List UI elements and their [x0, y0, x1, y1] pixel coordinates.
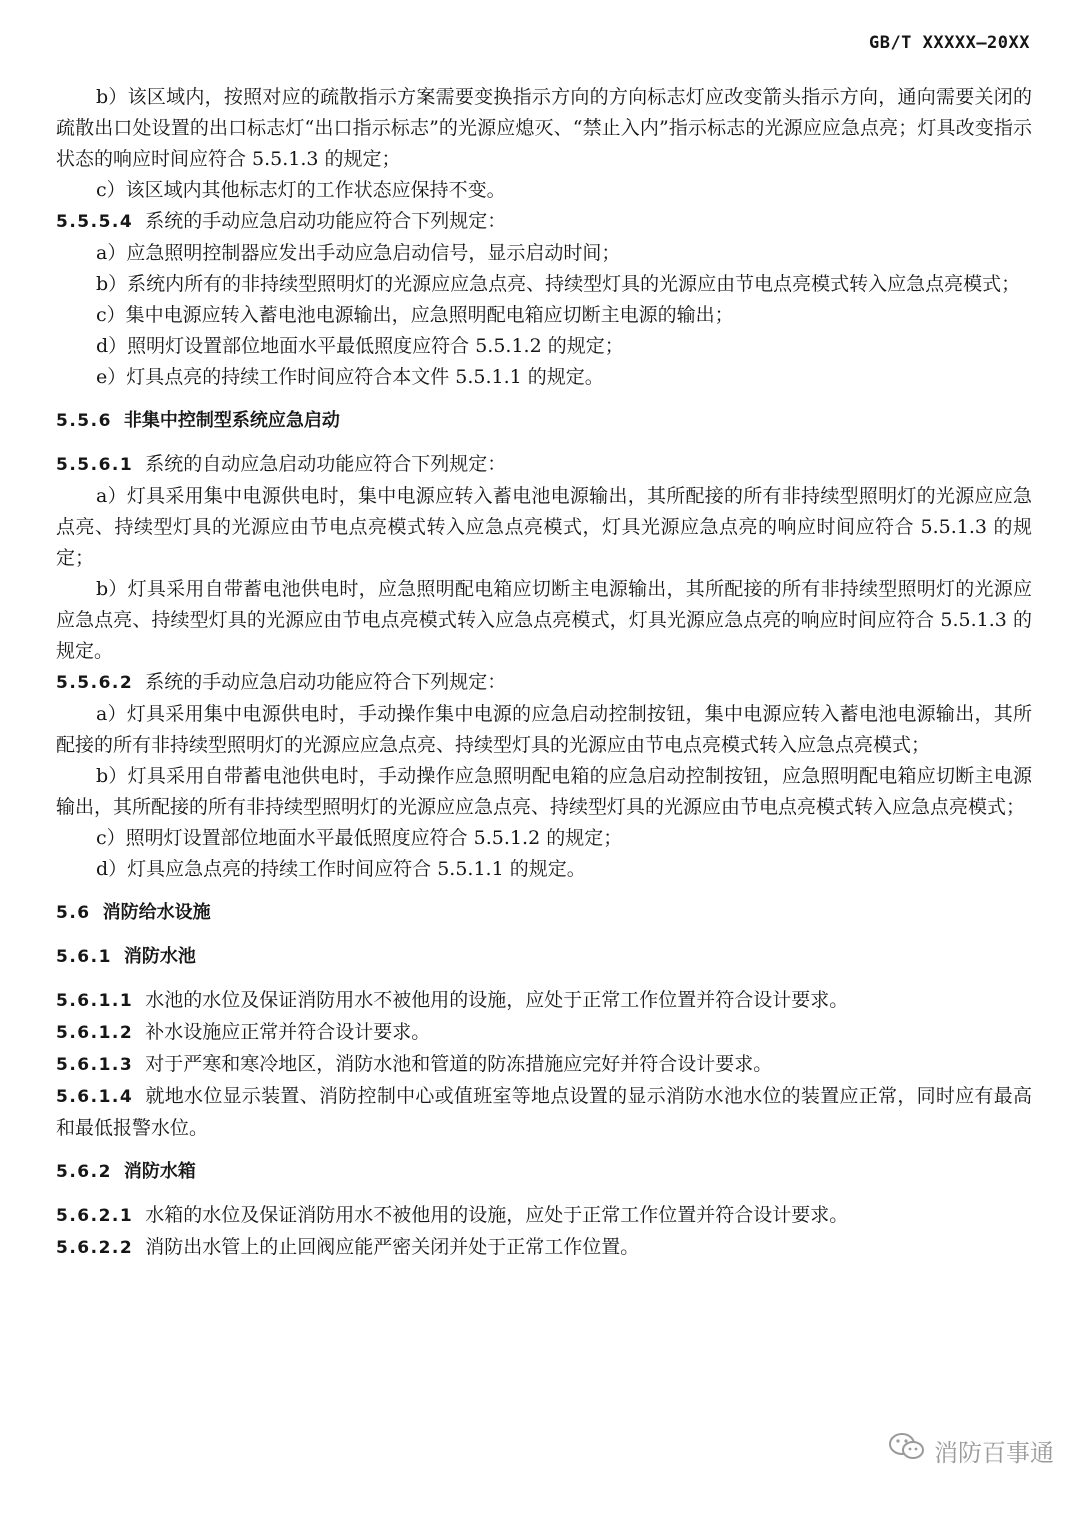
watermark [888, 1431, 1054, 1469]
wechat-icon [888, 1431, 926, 1469]
list-item: a）应急照明控制器应发出手动应急启动信号，显示启动时间； [96, 242, 621, 264]
clause-text: 系统的手动应急启动功能应符合下列规定： [145, 210, 507, 232]
heading-title: 消防水箱 [123, 1161, 196, 1182]
clause-number: 5.6.1.4 [56, 1087, 134, 1107]
list-item: a）灯具采用集中电源供电时，手动操作集中电源的应急启动控制按钮，集中电源应转入蓄电池电源输出，其所配接的所有非持续型照明灯的光源应应急点亮、持续型灯具的光源应由节电点亮模式转入应急点亮模式； [56, 703, 1032, 756]
list-item: d）灯具应急点亮的持续工作时间应符合 5.5.1.1 的规定。 [96, 858, 586, 880]
clause-number: 5.5.6.2 [56, 673, 134, 693]
clause-number: 5.5.5.4 [56, 212, 134, 232]
clause-text: 就地水位显示装置、消防控制中心或值班室等地点设置的显示消防水池水位的装置应正常，同时应有最高和最低报警水位。 [56, 1085, 1032, 1139]
section-heading [56, 941, 1032, 973]
clause-text: 系统的自动应急启动功能应符合下列规定： [145, 453, 507, 475]
clause [56, 206, 1032, 238]
clause [56, 1232, 1032, 1264]
clause-number: 5.5.6.1 [56, 455, 134, 475]
section-heading [56, 405, 1032, 437]
clause-text: 水池的水位及保证消防用水不被他用的设施，应处于正常工作位置并符合设计要求。 [145, 989, 849, 1011]
list-item: b）系统内所有的非持续型照明灯的光源应应急点亮、持续型灯具的光源应由节电点亮模式转入应急点亮模式； [96, 273, 1021, 295]
clause [56, 1049, 1032, 1081]
heading-title: 消防水池 [123, 946, 196, 967]
heading-number: 5.6 [56, 903, 91, 923]
clause-number: 5.6.1.2 [56, 1023, 134, 1043]
clause [56, 667, 1032, 699]
clause [56, 1081, 1032, 1144]
list-item: c）该区域内其他标志灯的工作状态应保持不变。 [96, 179, 506, 201]
heading-title: 非集中控制型系统应急启动 [123, 410, 340, 431]
clause [56, 985, 1032, 1017]
list-item: b）灯具采用自带蓄电池供电时，应急照明配电箱应切断主电源输出，其所配接的所有非持续型照明灯的光源应应急点亮、持续型灯具的光源应由节电点亮模式转入应急点亮模式，灯具光源应急点亮的响应时间应符合 5.5.1.3 的规定。 [56, 578, 1032, 662]
clause-text: 对于严寒和寒冷地区，消防水池和管道的防冻措施应完好并符合设计要求。 [145, 1053, 773, 1075]
clause-number: 5.6.1.3 [56, 1055, 134, 1075]
heading-number: 5.6.2 [56, 1162, 112, 1182]
clause [56, 1200, 1032, 1232]
clause-text: 补水设施应正常并符合设计要求。 [145, 1021, 431, 1043]
clause [56, 449, 1032, 481]
clause [56, 1017, 1032, 1049]
clause-number: 5.6.1.1 [56, 991, 134, 1011]
list-item: b）灯具采用自带蓄电池供电时，手动操作应急照明配电箱的应急启动控制按钮，应急照明配电箱应切断主电源输出，其所配接的所有非持续型照明灯的光源应应急点亮、持续型灯具的光源应由节电点亮模式转入应急点亮模式； [56, 765, 1032, 818]
clause-number: 5.6.2.1 [56, 1206, 134, 1226]
heading-number: 5.5.6 [56, 411, 112, 431]
clause-number: 5.6.2.2 [56, 1238, 134, 1258]
list-item: d）照明灯设置部位地面水平最低照度应符合 5.5.1.2 的规定； [96, 335, 624, 357]
list-item: c）照明灯设置部位地面水平最低照度应符合 5.5.1.2 的规定； [96, 827, 623, 849]
watermark-text: 消防百事通 [934, 1438, 1054, 1467]
list-item: e）灯具点亮的持续工作时间应符合本文件 5.5.1.1 的规定。 [96, 366, 604, 388]
doc-code: GB/T XXXXX—20XX [868, 33, 1030, 53]
list-item: a）灯具采用集中电源供电时，集中电源应转入蓄电池电源输出，其所配接的所有非持续型照明灯的光源应应急点亮、持续型灯具的光源应由节电点亮模式转入应急点亮模式，灯具光源应急点亮的响应时间应符合 5.5.1.3 的规定； [56, 485, 1032, 569]
heading-number: 5.6.1 [56, 947, 112, 967]
clause-text: 消防出水管上的止回阀应能严密关闭并处于正常工作位置。 [145, 1236, 640, 1258]
clause-text: 水箱的水位及保证消防用水不被他用的设施，应处于正常工作位置并符合设计要求。 [145, 1204, 849, 1226]
list-item: b）该区域内，按照对应的疏散指示方案需要变换指示方向的方向标志灯应改变箭头指示方向，通向需要关闭的疏散出口处设置的出口标志灯“出口指示标志”的光源应熄灭、“禁止入内”指示标志的光源应应急点亮；灯具改变指示状态的响应时间应符合 5.5.1.3 的规定； [56, 86, 1032, 170]
section-heading [56, 1156, 1032, 1188]
document-body [56, 82, 1032, 1264]
heading-title: 消防给水设施 [102, 902, 211, 923]
clause-text: 系统的手动应急启动功能应符合下列规定： [145, 671, 507, 693]
list-item: c）集中电源应转入蓄电池电源输出，应急照明配电箱应切断主电源的输出； [96, 304, 734, 326]
section-heading [56, 897, 1032, 929]
